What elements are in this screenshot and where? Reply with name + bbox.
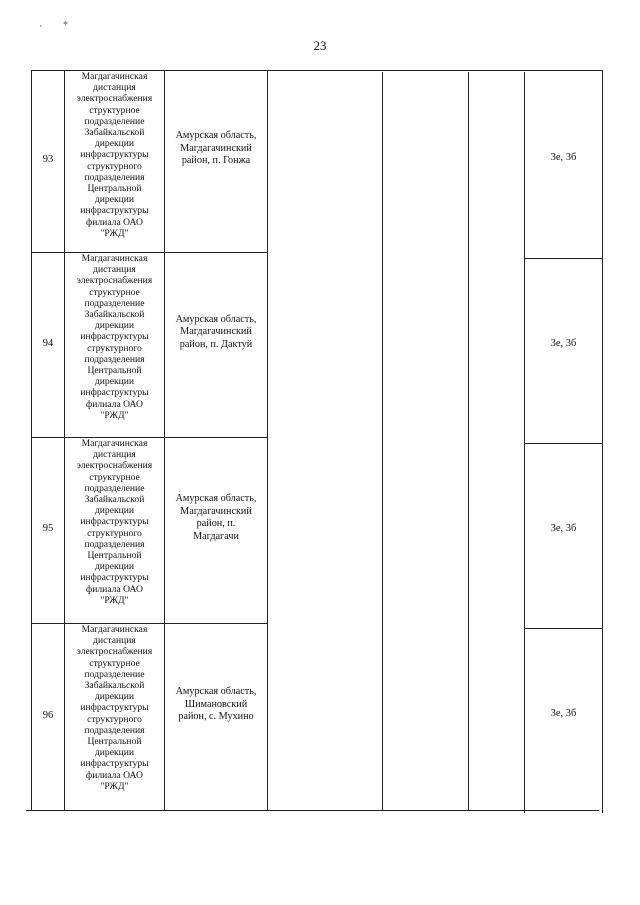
organization-name-line: инфраструктуры [80, 516, 149, 528]
organization-name-line: дирекции [94, 194, 135, 206]
organization-name-line: электроснабжения [76, 460, 153, 472]
organization-name-line: "РЖД" [100, 780, 129, 792]
organization-name-line: дирекции [94, 747, 135, 759]
organization-name-line: филиала ОАО [86, 583, 143, 595]
address [165, 130, 267, 168]
organization-name-line: инфраструктуры [80, 758, 149, 770]
row-separator-code-2 [524, 443, 603, 444]
organization-name-line: электроснабжения [76, 646, 153, 658]
category-code: 3е, 3б [550, 522, 577, 534]
organization-name-line: структурного [87, 342, 142, 354]
address-line: район, п. [196, 518, 236, 529]
col-line-4 [382, 72, 383, 811]
organization-name-line: Забайкальской [84, 680, 145, 692]
organization-name-line: Забайкальской [84, 494, 145, 506]
category-code: 3е, 3б [550, 337, 577, 349]
row-number: 94 [42, 337, 54, 349]
organization-name-line: структурного [87, 160, 142, 172]
organization-name-line: Магдагачинская [81, 438, 148, 449]
table-bottom-border [26, 810, 599, 811]
organization-name-line: структурное [89, 286, 140, 298]
address-line: район, п. Дактуй [179, 338, 253, 350]
organization-name-line: дирекции [94, 376, 135, 388]
address-line: Амурская область, [175, 313, 257, 325]
organization-name-line: Магдагачинская [81, 253, 148, 264]
corner-mark-2: * [63, 20, 68, 31]
organization-name-line: дирекции [94, 505, 135, 517]
organization-name-line: электроснабжения [76, 275, 153, 287]
organization-name [65, 253, 164, 421]
organization-name-line: инфраструктуры [80, 149, 149, 161]
organization-name-line: "РЖД" [100, 594, 129, 606]
organization-name-line: инфраструктуры [80, 702, 149, 714]
row-separator-code-1 [524, 258, 603, 259]
address-line: Амурская область, [175, 493, 257, 504]
organization-name-line: инфраструктуры [80, 205, 149, 217]
organization-name-line: дирекции [94, 320, 135, 332]
organization-name-line: подразделение [84, 482, 145, 494]
col-line-0 [31, 70, 32, 811]
organization-name-line: дистанция [93, 635, 136, 647]
organization-name-line: структурное [89, 657, 140, 669]
organization-name-line: подразделения [84, 171, 145, 183]
organization-name-line: Центральной [87, 736, 142, 748]
row-number: 93 [42, 154, 54, 165]
address [165, 493, 267, 543]
address-line: Амурская область, [175, 686, 257, 698]
organization-name-line: Центральной [87, 183, 142, 195]
organization-name-line: "РЖД" [100, 227, 129, 239]
organization-name-line: электроснабжения [76, 93, 153, 105]
row-separator-code-3 [524, 628, 603, 629]
address-line: район, п. Гонжа [181, 155, 251, 167]
organization-name-line: подразделение [84, 115, 145, 127]
organization-name-line: структурное [89, 471, 140, 483]
organization-name-line: филиала ОАО [86, 769, 143, 781]
organization-name-line: подразделения [84, 353, 145, 365]
organization-name-line: филиала ОАО [86, 398, 143, 410]
category-code: 3е, 3б [550, 707, 577, 719]
col-line-3 [267, 70, 268, 811]
address [165, 686, 267, 724]
page-number: 23 [313, 38, 327, 53]
organization-name-line: Забайкальской [84, 127, 145, 139]
row-number: 95 [42, 523, 54, 534]
address-line: район, с. Мухино [178, 711, 254, 723]
organization-name-line: подразделение [84, 297, 145, 309]
organization-name-line: дистанция [93, 82, 136, 94]
organization-name [65, 624, 164, 792]
address-line: Магдагачинский [180, 326, 252, 338]
organization-name-line: дирекции [94, 561, 135, 573]
address-line: Амурская область, [175, 130, 257, 142]
organization-name-line: филиала ОАО [86, 216, 143, 228]
address-line: Магдагачи [193, 530, 239, 542]
organization-name-line: инфраструктуры [80, 387, 149, 399]
organization-name-line: дирекции [94, 138, 135, 150]
organization-name-line: структурное [89, 104, 140, 116]
address-line: Магдагачинский [180, 505, 252, 517]
address-line: Шимановский [184, 698, 248, 710]
organization-name-line: дистанция [93, 449, 136, 461]
address [165, 314, 267, 352]
organization-name [65, 438, 164, 606]
corner-mark-1: ' [40, 24, 42, 35]
organization-name-line: подразделения [84, 538, 145, 550]
row-number: 96 [42, 710, 54, 721]
address-line: Магдагачинский [180, 142, 252, 154]
organization-name-line: дистанция [93, 264, 136, 276]
organization-name-line: инфраструктуры [80, 331, 149, 343]
category-code: 3е, 3б [550, 152, 577, 163]
organization-name-line: Магдагачинская [81, 624, 148, 635]
organization-name-line: подразделения [84, 724, 145, 736]
organization-name [65, 71, 164, 239]
col-line-7 [602, 70, 603, 813]
organization-name-line: структурного [87, 713, 142, 725]
organization-name-line: "РЖД" [100, 409, 129, 421]
organization-name-line: Забайкальской [84, 309, 145, 321]
organization-name-line: Магдагачинская [81, 71, 148, 82]
organization-name-line: подразделение [84, 668, 145, 680]
organization-name-line: инфраструктуры [80, 572, 149, 584]
organization-name-line: дирекции [94, 691, 135, 703]
organization-name-line: Центральной [87, 550, 142, 562]
col-line-5 [468, 72, 469, 811]
organization-name-line: Центральной [87, 365, 142, 377]
organization-name-line: структурного [87, 527, 142, 539]
